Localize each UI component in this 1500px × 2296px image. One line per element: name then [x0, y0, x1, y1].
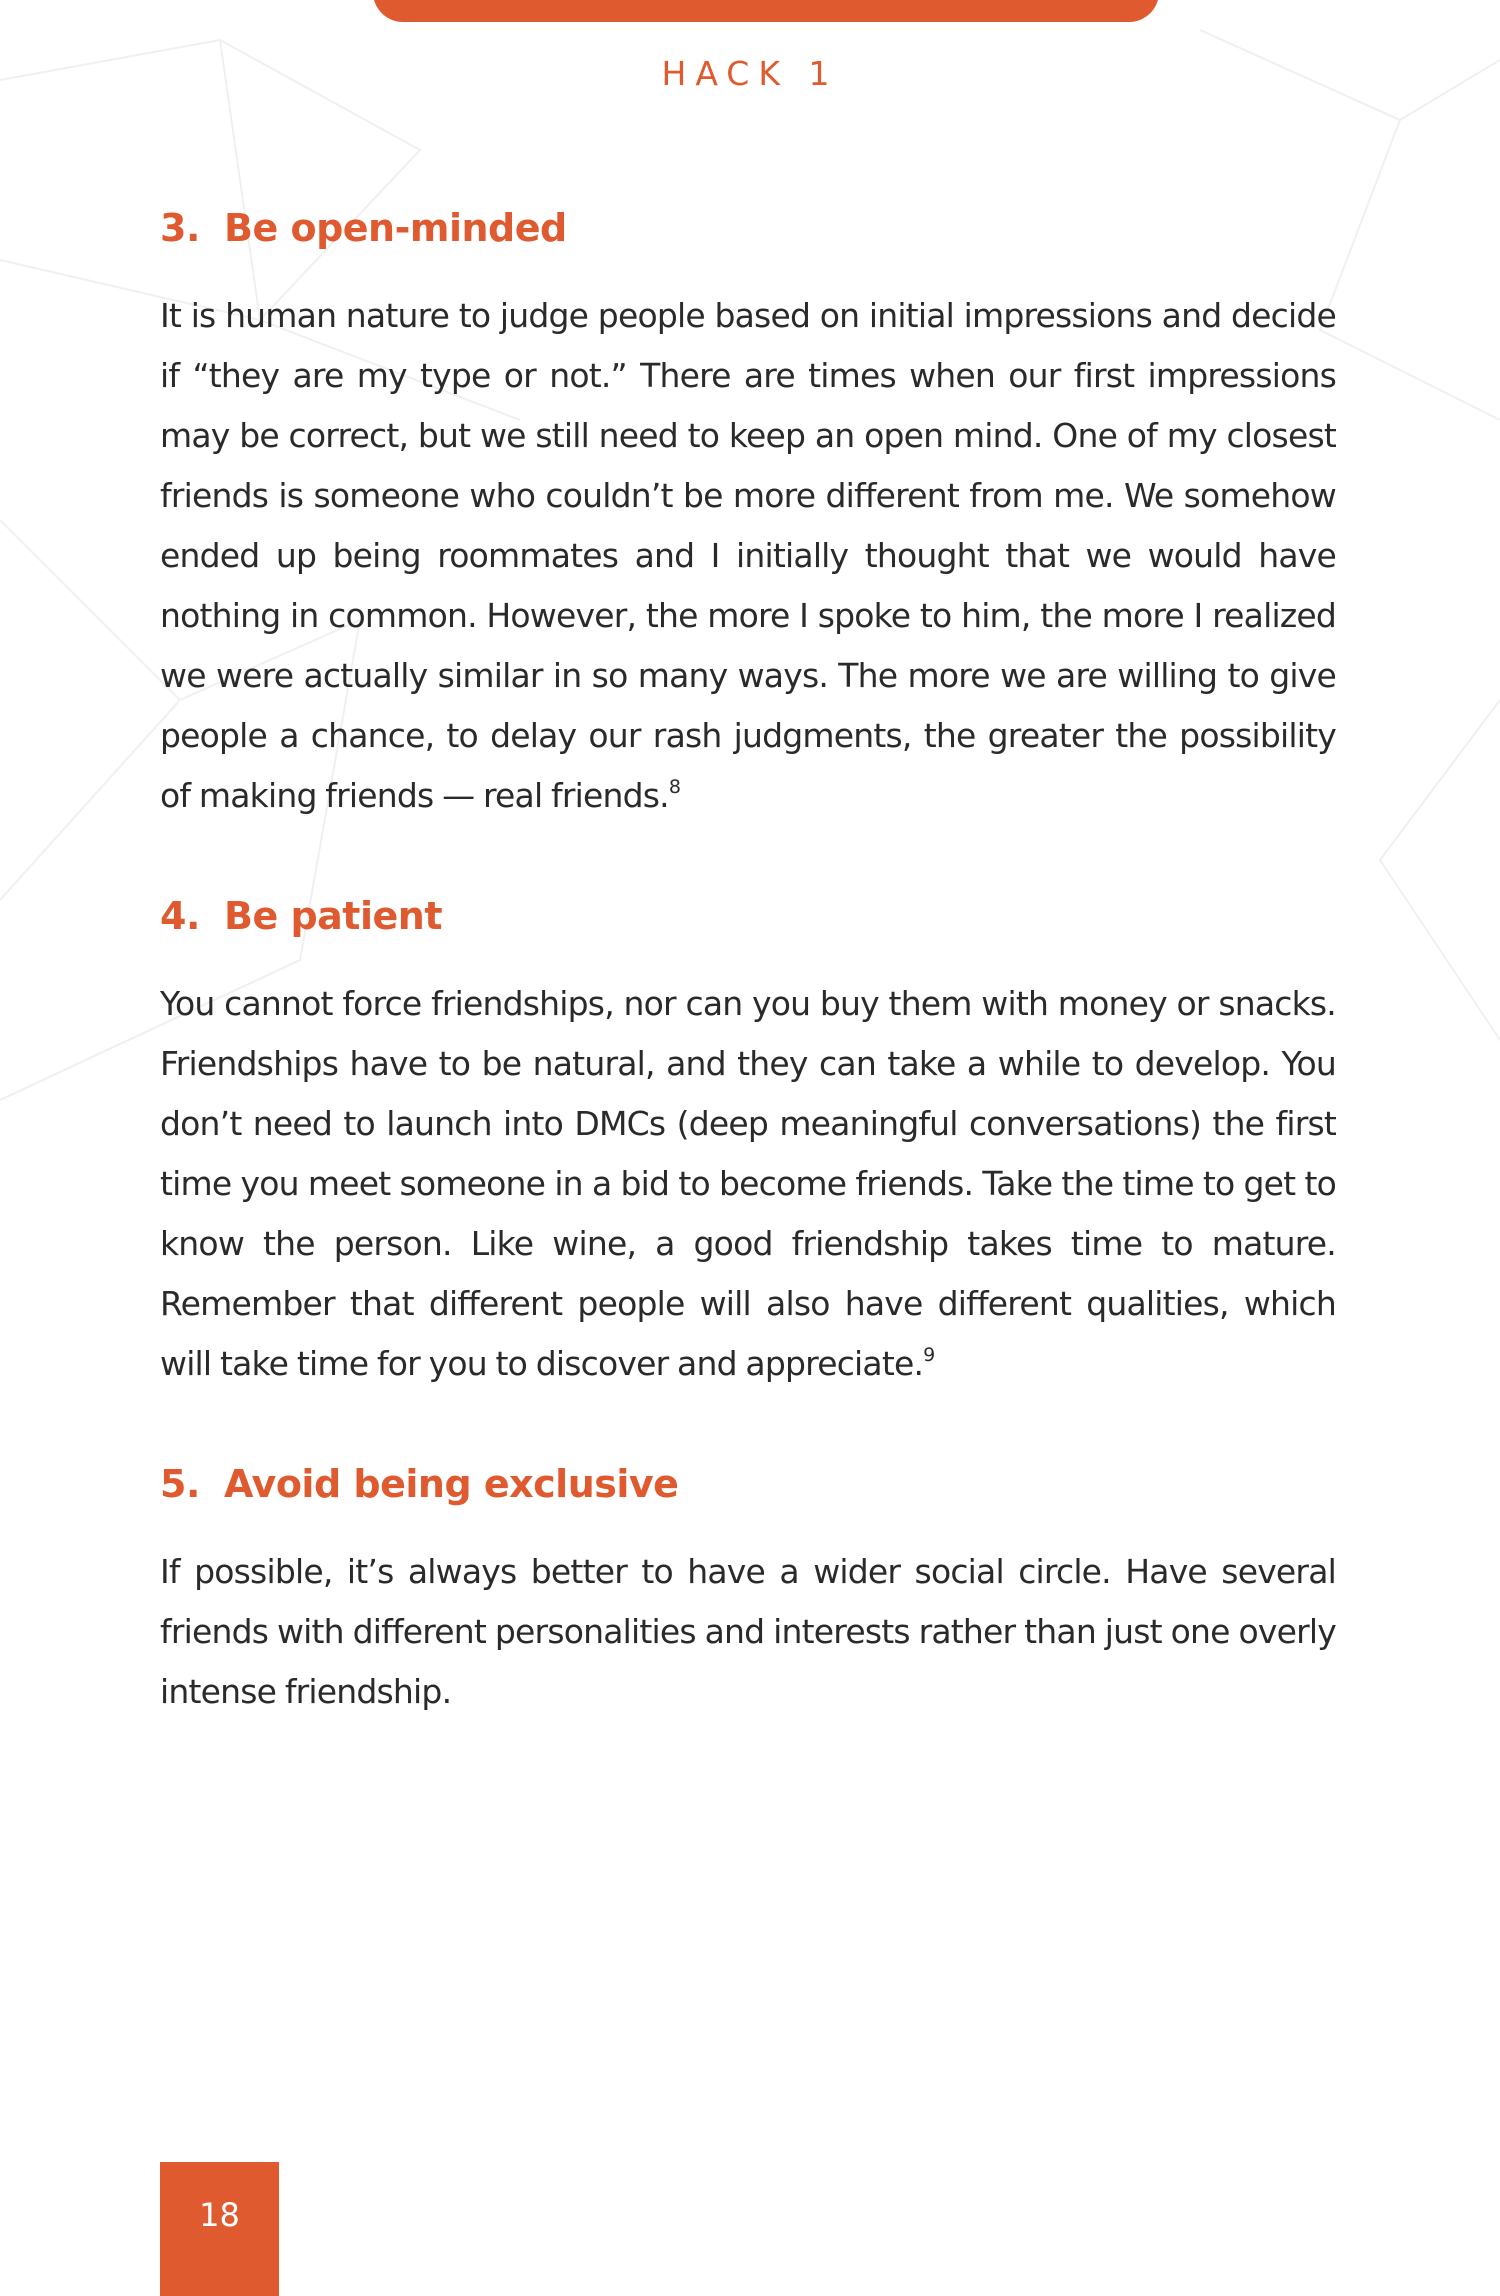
footnote-marker[interactable]: 9: [923, 1344, 936, 1366]
section-title: Be patient: [224, 894, 442, 938]
section-number: 4.: [160, 894, 200, 938]
section-heading: [160, 888, 1336, 944]
section-paragraph: [160, 974, 1336, 1394]
section-paragraph: [160, 286, 1336, 826]
paragraph-text: If possible, it’s always better to have a wider social circle. Have several friends with different personalities and interests rather than just one overly intense friendship.: [160, 1552, 1336, 1711]
section-heading: [160, 200, 1336, 256]
section-open-minded: [160, 200, 1336, 826]
section-number: 5.: [160, 1462, 200, 1506]
paragraph-text: You cannot force friendships, nor can you buy them with money or snacks. Friendships have to be natural, and they can take a while to develop. You don’t need to launch into DMCs (deep meaningful conversations) the first time you meet someone in a bid to become friends. Take the time to get to know the person. Like wine, a good friendship takes time to mature. Remember that different people will also have different qualities, which will take time for you to discover and appreciate.: [160, 984, 1336, 1383]
section-patient: [160, 888, 1336, 1394]
page-number-box: [160, 2162, 279, 2296]
section-heading: [160, 1456, 1336, 1512]
top-tab-decoration: [373, 0, 1159, 22]
footnote-marker[interactable]: 8: [668, 776, 681, 798]
paragraph-text: It is human nature to judge people based on initial impressions and decide if “they are my type or not.” There are times when our first impressions may be correct, but we still need to keep an open mind. One of my closest friends is someone who couldn’t be more different from me. We somehow ended up being roommates and I initially thought that we would have nothing in common. However, the more I spoke to him, the more I realized we were actually similar in so many ways. The more we are willing to give people a chance, to delay our rash judgments, the greater the possibility of making friends — real friends.: [160, 296, 1336, 815]
section-number: 3.: [160, 206, 200, 250]
section-paragraph: [160, 1542, 1336, 1722]
section-exclusive: [160, 1456, 1336, 1722]
running-head: HACK 1: [661, 54, 839, 93]
section-title: Be open-minded: [224, 206, 567, 250]
section-title: Avoid being exclusive: [224, 1462, 679, 1506]
main-content: [160, 200, 1336, 1722]
page-number: 18: [199, 2196, 240, 2234]
